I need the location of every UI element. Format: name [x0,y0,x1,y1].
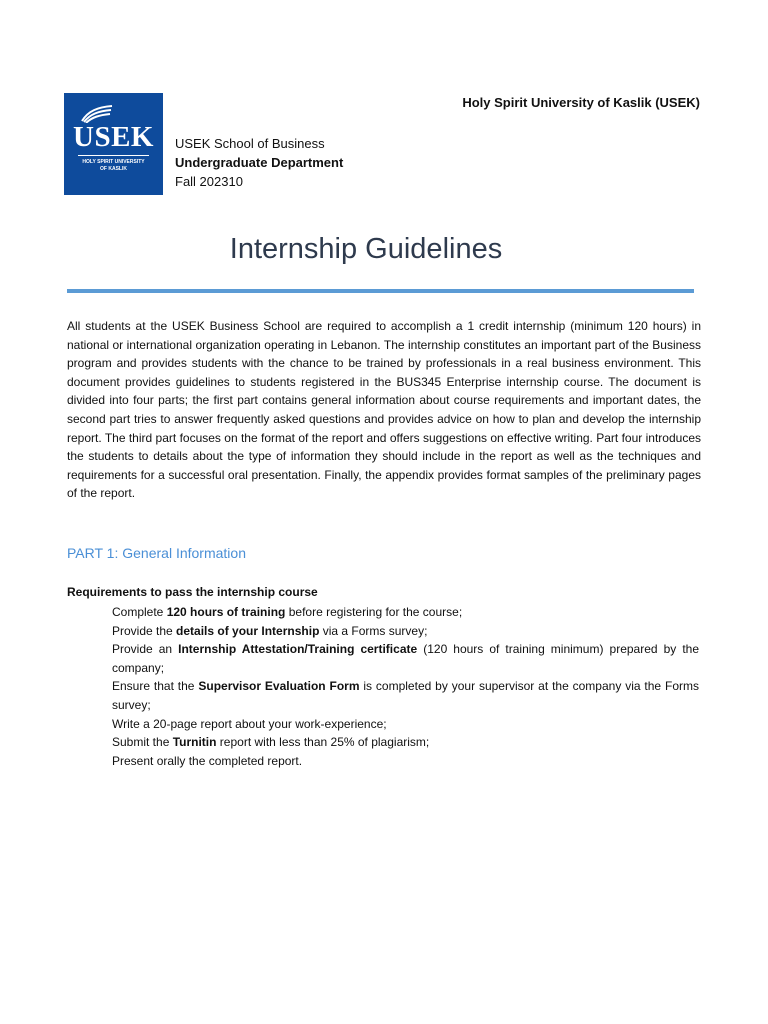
logo-wordmark: USEK [73,121,154,153]
requirement-item: Complete 120 hours of training before registering for the course; [112,605,463,619]
department-name: Undergraduate Department [175,155,344,170]
logo-subtext [70,159,157,173]
university-name: Holy Spirit University of Kaslik (USEK) [462,95,700,110]
logo-subtext-line1: HOLY SPIRIT UNIVERSITY [82,159,145,165]
requirement-item: Ensure that the Supervisor Evaluation Form is completed by your supervisor at the company via the Forms survey; [112,679,699,712]
logo-divider [78,155,149,156]
requirement-item: Write a 20-page report about your work-experience; [112,716,387,731]
requirement-item: Present orally the completed report. [112,753,303,768]
requirement-item: Provide the details of your Internship via a Forms survey; [112,623,428,638]
requirements-heading: Requirements to pass the internship course [67,585,318,599]
requirement-item: Submit the Turnitin report with less than 25% of plagiarism; [112,735,430,750]
department-block [175,134,343,191]
requirement-item: Provide an Internship Attestation/Training certificate (120 hours of training minimum) prepared by the company; [112,642,700,675]
school-name: USEK School of Business [175,136,325,151]
usek-logo [64,93,163,195]
page-title: Internship Guidelines [229,233,503,265]
part1-heading: PART 1: General Information [67,545,246,561]
title-underline [67,289,694,293]
term-label: Fall 202310 [175,174,243,189]
intro-paragraph: All students at the USEK Business School are required to accomplish a 1 credit internship (minimum 120 hours) in national or international organization operating in Lebanon. The internship constitutes an important part of the Business program and provides students with the chance to be trained by professionals in a real business environment. This document provides guidelines to students registered in the BUS345 Enterprise internship course. The document is divided into four parts; the first part contains general information about course requirements and important dates, the second part tries to answer frequently asked questions and provides advice on how to plan and develop the internship report. The third part focuses on the format of the report and offers suggestions on effective writing. Part four introduces the students to details about the type of information they should include in the report as well as the techniques and requirements for a successful oral presentation. Finally, the appendix provides format samples of the preliminary pages of the report. [67,319,701,501]
logo-subtext-line2: OF KASLIK [100,166,127,172]
requirements-list [112,603,699,770]
